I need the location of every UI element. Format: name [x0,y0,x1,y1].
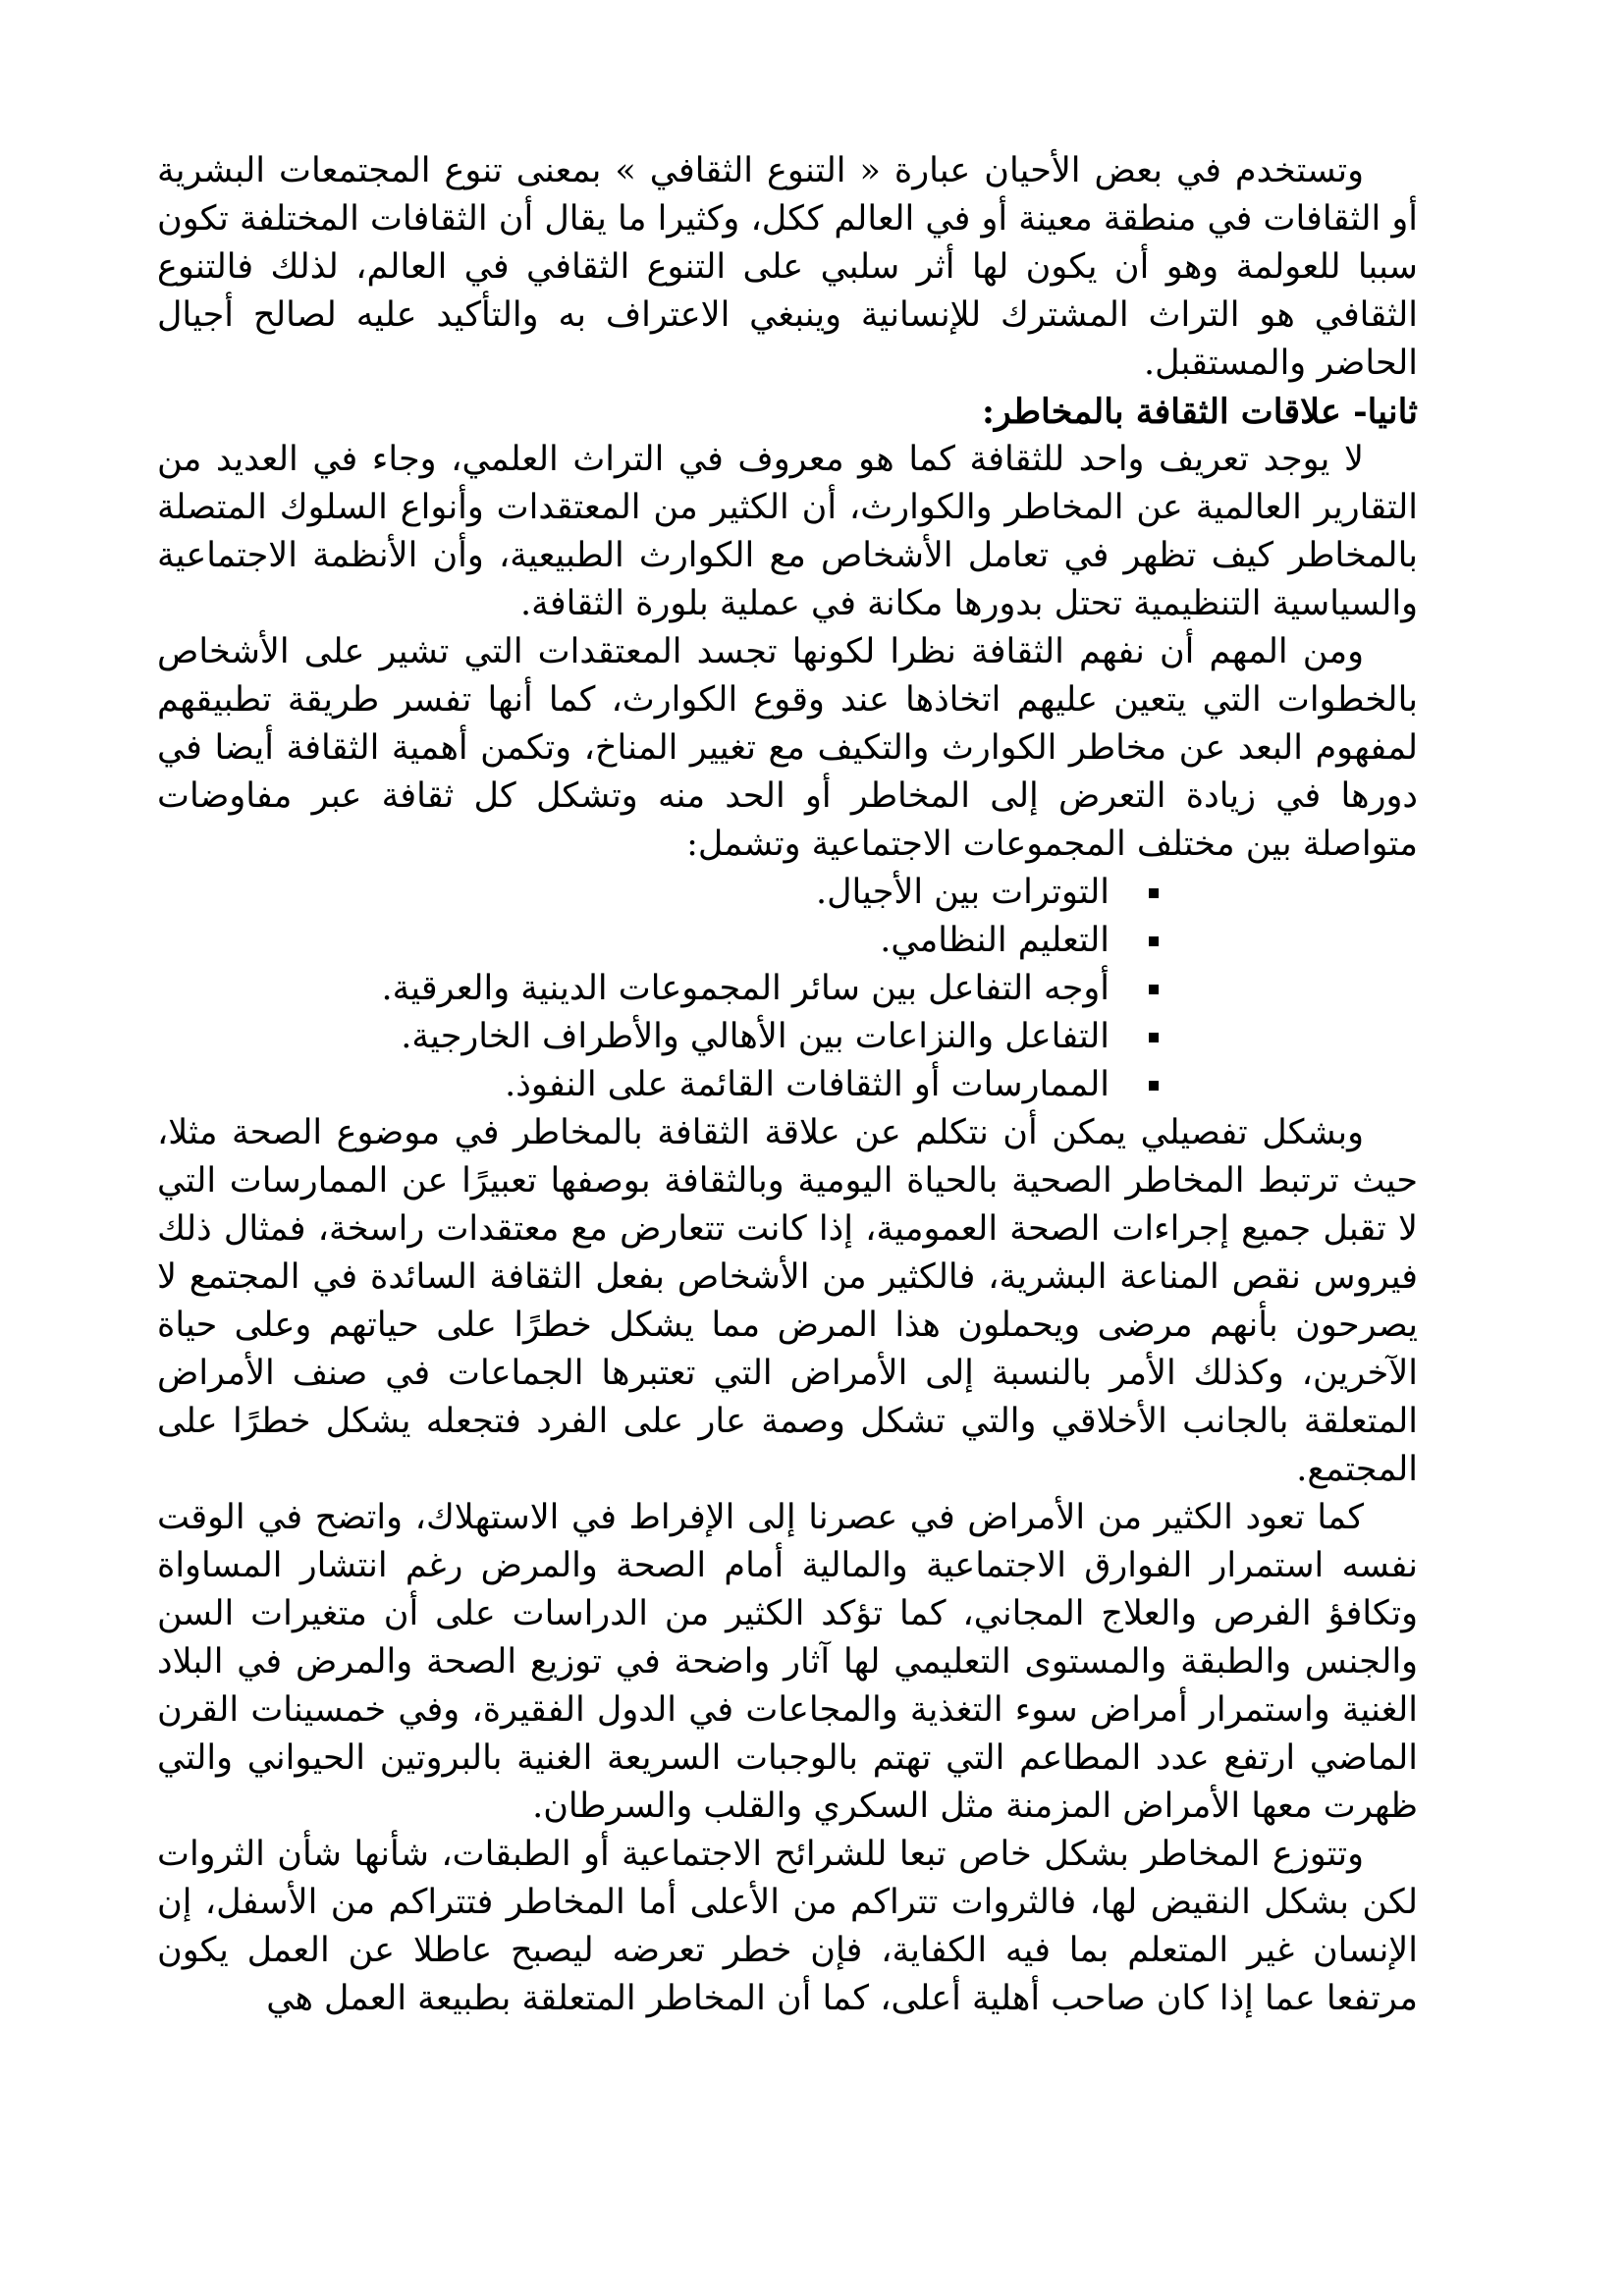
bullet-list [157,869,1418,1109]
list-item-text: التعليم النظامي. [880,921,1110,960]
bullet-square-icon [1149,985,1159,994]
list-item-text: التوترات بين الأجيال. [815,873,1110,912]
list-item-text: أوجه التفاعل بين سائر المجموعات الدينية والعرقية. [381,969,1110,1008]
paragraph-health-risks: وبشكل تفصيلي يمكن أن نتكلم عن علاقة الثقافة بالمخاطر في موضوع الصحة مثلا، حيث ترتبط المخاطر الصحية بالحياة اليومية وبالثقافة بوصفها تعبيرًا عن الممارسات التي لا تقبل جميع إجراءات الصحة العمومية، إذا كانت تتعارض مع معتقدات راسخة، فمثال ذلك فيروس نقص المناعة البشرية، فالكثير من الأشخاص بفعل الثقافة السائدة في المجتمع لا يصرحون بأنهم مرضى ويحملون هذا المرض مما يشكل خطرًا على حياتهم وعلى حياة الآخرين، وكذلك الأمر بالنسبة إلى الأمراض التي تعتبرها الجماعات في صنف الأمراض المتعلقة بالجانب الأخلاقي والتي تشكل وصمة عار على الفرد فتجعله يشكل خطرًا على المجتمع. [157,1113,1418,1489]
bullet-square-icon [1149,1033,1159,1042]
list-item [157,965,1164,1013]
paragraph-culture-importance: ومن المهم أن نفهم الثقافة نظرا لكونها تجسد المعتقدات التي تشير على الأشخاص بالخطوات التي يتعين عليهم اتخاذها عند وقوع الكوارث، كما أنها تفسر طريقة تطبيقهم لمفهوم البعد عن مخاطر الكوارث والتكيف مع تغيير المناخ، وتكمن أهمية الثقافة أيضا في دورها في زيادة التعرض إلى المخاطر أو الحد منه وتشكل كل ثقافة عبر مفاوضات متواصلة بين مختلف المجموعات الاجتماعية وتشمل: [157,632,1418,864]
paragraph-consumption-diseases: كما تعود الكثير من الأمراض في عصرنا إلى الإفراط في الاستهلاك، واتضح في الوقت نفسه استمرار الفوارق الاجتماعية والمالية أمام الصحة والمرض رغم انتشار المساواة وتكافؤ الفرص والعلاج المجاني، كما تؤكد الكثير من الدراسات على أن متغيرات السن والجنس والطبقة والمستوى التعليمي لها آثار واضحة في توزيع الصحة والمرض في البلاد الغنية واستمرار أمراض سوء التغذية والمجاعات في الدول الفقيرة، وفي خمسينات القرن الماضي ارتفع عدد المطاعم التي تهتم بالوجبات السريعة الغنية بالبروتين الحيواني والتي ظهرت معها الأمراض المزمنة مثل السكري والقلب والسرطان. [157,1498,1418,1826]
list-item [157,1013,1164,1061]
list-item-text: التفاعل والنزاعات بين الأهالي والأطراف الخارجية. [401,1017,1110,1056]
paragraph-risk-distribution: وتتوزع المخاطر بشكل خاص تبعا للشرائح الاجتماعية أو الطبقات، شأنها شأن الثروات لكن بشكل النقيض لها، فالثروات تتراكم من الأعلى أما المخاطر فتتراكم من الأسفل، إن الإنسان غير المتعلم بما فيه الكفاية، فإن خطر تعرضه ليصبح عاطلا عن العمل يكون مرتفعا عما إذا كان صاحب أهلية أعلى، كما أن المخاطر المتعلقة بطبيعة العمل هي [157,1835,1418,2018]
bullet-square-icon [1149,888,1159,898]
bullet-square-icon [1149,1081,1159,1091]
list-item [157,917,1164,965]
list-item [157,869,1164,917]
paragraph-culture-definition: لا يوجد تعريف واحد للثقافة كما هو معروف في التراث العلمي، وجاء في العديد من التقارير العالمية عن المخاطر والكوارث، أن الكثير من المعتقدات وأنواع السلوك المتصلة بالمخاطر كيف تظهر في تعامل الأشخاص مع الكوارث الطبيعية، وأن الأنظمة الاجتماعية والسياسية التنظيمية تحتل بدورها مكانة في عملية بلورة الثقافة. [157,440,1418,623]
paragraph-cultural-diversity: وتستخدم في بعض الأحيان عبارة « التنوع الثقافي » بمعنى تنوع المجتمعات البشرية أو الثقافات في منطقة معينة أو في العالم ككل، وكثيرا ما يقال أن الثقافات المختلفة تكون سببا للعولمة وهو أن يكون لها أثر سلبي على التنوع الثقافي في العالم، لذلك فالتنوع الثقافي هو التراث المشترك للإنسانية وينبغي الاعتراف به والتأكيد عليه لصالح أجيال الحاضر والمستقبل. [157,151,1418,383]
section-heading: ثانيا- علاقات الثقافة بالمخاطر: [981,392,1418,432]
list-item-text: الممارسات أو الثقافات القائمة على النفوذ. [505,1065,1110,1104]
document-body [157,147,1418,2023]
bullet-square-icon [1149,936,1159,946]
list-item [157,1061,1164,1109]
